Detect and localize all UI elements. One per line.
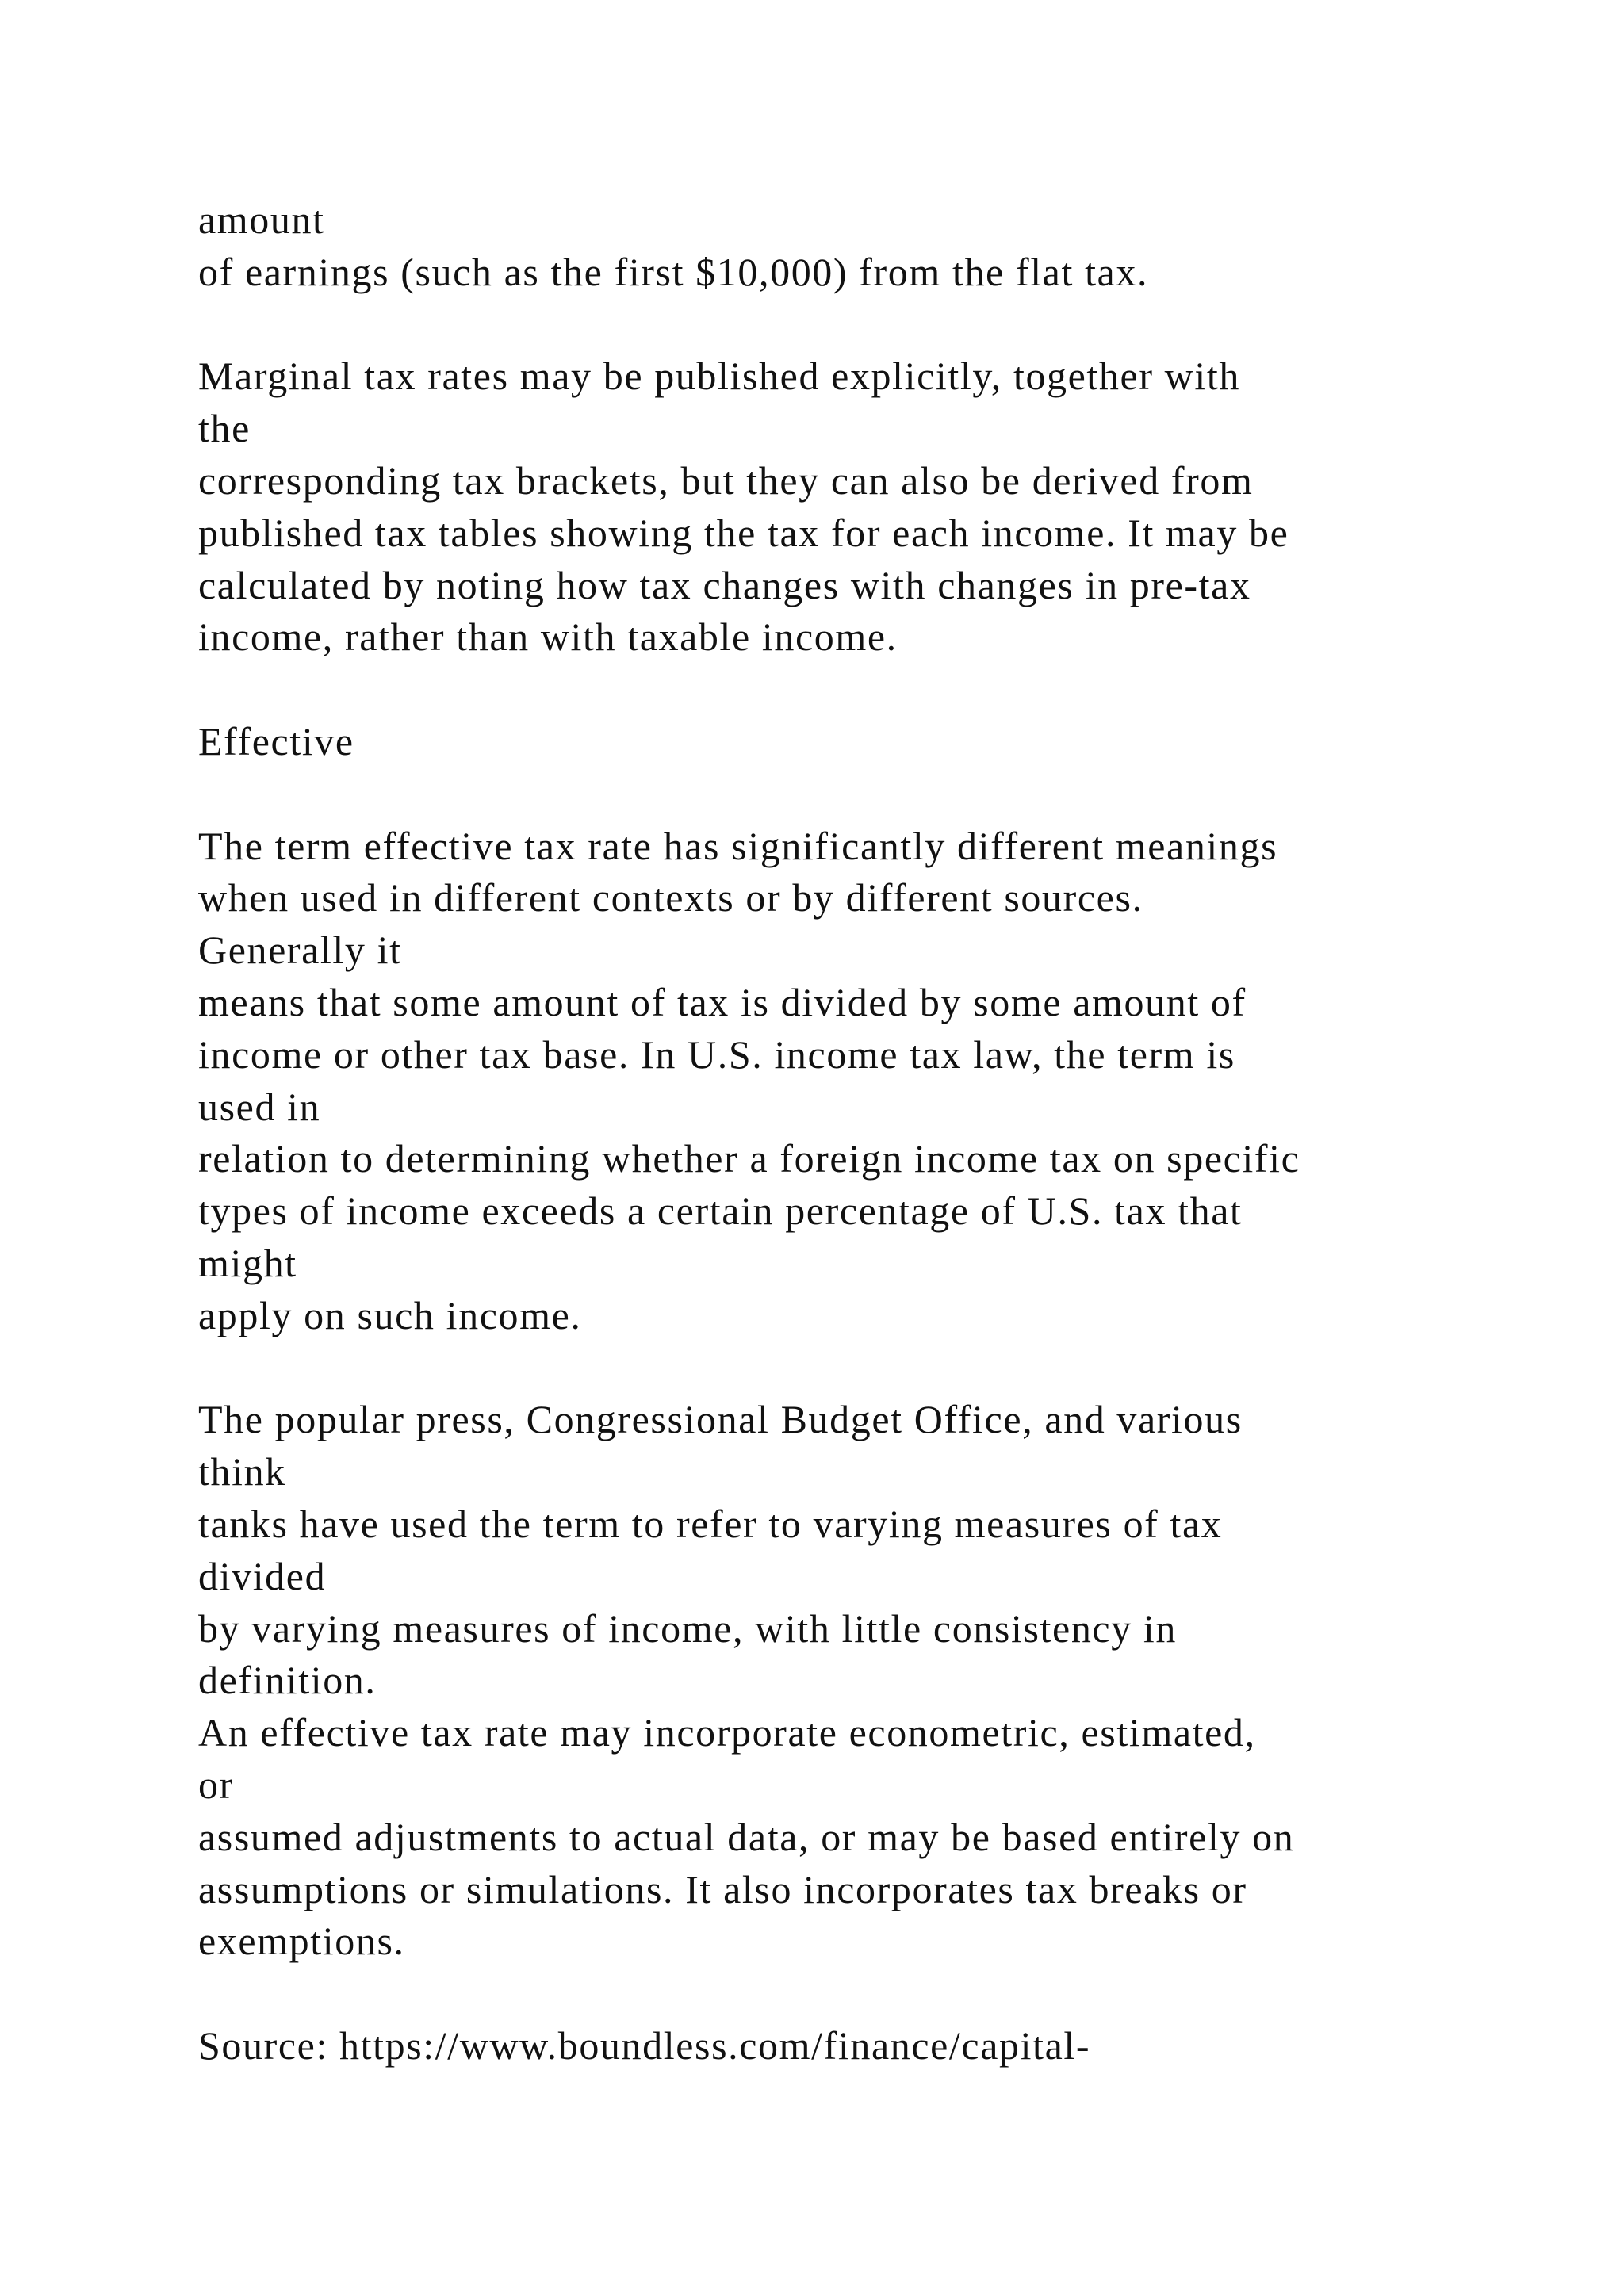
blank-line	[198, 1342, 1594, 1395]
blank-line	[198, 299, 1594, 351]
text-line: or	[198, 1762, 234, 1807]
document-body	[198, 194, 1594, 2072]
text-line: of earnings (such as the first $10,000) from the flat tax.	[198, 249, 1149, 294]
text-line: amount	[198, 197, 325, 242]
source-line: Source: https://www.boundless.com/finance/capital-	[198, 2022, 1091, 2068]
text-line: corresponding tax brackets, but they can also be derived from	[198, 457, 1254, 503]
text-line: when used in different contexts or by different sources.	[198, 875, 1143, 920]
text-line: types of income exceeds a certain percentage of U.S. tax that	[198, 1188, 1243, 1234]
text-line: The term effective tax rate has significantly different meanings	[198, 823, 1278, 868]
blank-line	[198, 1968, 1594, 2020]
text-line: means that some amount of tax is divided by some amount of	[198, 979, 1247, 1024]
text-line: income or other tax base. In U.S. income tax law, the term is	[198, 1031, 1235, 1077]
text-line: think	[198, 1449, 286, 1494]
text-line: by varying measures of income, with little consistency in	[198, 1605, 1177, 1651]
text-line: assumed adjustments to actual data, or may be based entirely on	[198, 1814, 1295, 1859]
text-line: might	[198, 1240, 297, 1285]
blank-line	[198, 664, 1594, 716]
text-line: used in	[198, 1084, 321, 1129]
text-line: Generally it	[198, 928, 402, 973]
text-line: relation to determining whether a foreign income tax on specific	[198, 1136, 1300, 1181]
text-line: The popular press, Congressional Budget Office, and various	[198, 1397, 1243, 1442]
text-line: published tax tables showing the tax for each income. It may be	[198, 510, 1289, 555]
text-line: calculated by noting how tax changes with changes in pre-tax	[198, 562, 1251, 607]
text-line: tanks have used the term to refer to varying measures of tax	[198, 1501, 1223, 1546]
text-line: divided	[198, 1553, 327, 1598]
text-line: assumptions or simulations. It also incorporates tax breaks or	[198, 1866, 1247, 1911]
section-heading: Effective	[198, 718, 354, 763]
text-line: the	[198, 406, 251, 451]
text-line: exemptions.	[198, 1919, 405, 1964]
text-line: income, rather than with taxable income.	[198, 614, 898, 660]
text-line: definition.	[198, 1658, 377, 1703]
text-line: Marginal tax rates may be published explicitly, together with	[198, 354, 1240, 399]
text-line: An effective tax rate may incorporate econometric, estimated,	[198, 1710, 1256, 1755]
text-line: apply on such income.	[198, 1292, 582, 1337]
blank-line	[198, 768, 1594, 821]
